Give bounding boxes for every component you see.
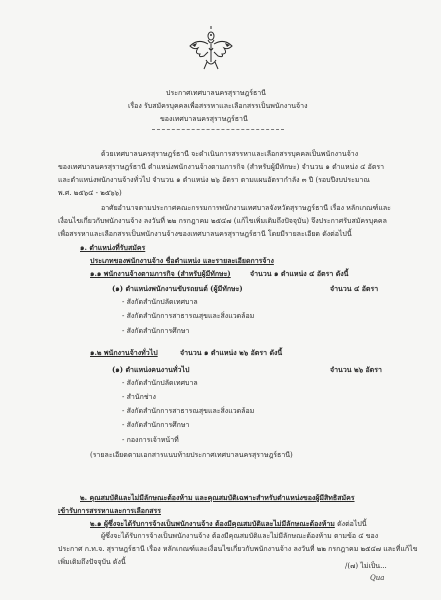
announcement-issuer: ของเทศบาลนครสุราษฎร์ธานี [160,115,248,123]
paragraph-line: อาศัยอำนาจตามประกาศคณะกรรมการพนักงานเทศบาลจังหวัดสุราษฎร์ธานี เรื่อง หลักเกณฑ์และ [101,204,391,212]
header-divider [152,129,284,130]
paragraph-line: ด้วยเทศบาลนครสุราษฎร์ธานี จะดำเนินการสรรหาและเลือกสรรบุคคลเป็นพนักงานจ้าง [101,150,359,158]
paragraph-line: ของเทศบาลนครสุราษฎร์ธานี ตำแหน่งพนักงานจ้างตามภารกิจ (สำหรับผู้มีทักษะ) จำนวน ๑ ตำแหน่ง ๔ อัตรา [58,163,385,171]
garuda-emblem [188,26,234,70]
position2-title: (๑) ตำแหน่งคนงานทั่วไป [112,365,190,374]
announcement-subject: เรื่อง รับสมัครบุคคลเพื่อสรรหาและเลือกสรรเป็นพนักงานจ้าง [128,102,308,110]
group1-title: ๑.๑ พนักงานจ้างตามภารกิจ (สำหรับผู้มีทักษะ) [90,269,231,278]
section2-line: เพิ่มเติมถึงปัจจุบัน ดังนี้ [58,558,126,566]
group1-count: จำนวน ๑ ตำแหน่ง ๔ อัตรา ดังนี้ [250,269,349,278]
unit-item: - สังกัดสำนักการสาธารณสุขและสิ่งแวดล้อม [122,312,255,320]
section2-title-cont: เข้ารับการสรรหาและการเลือกสรร [58,506,161,515]
continue-marker: /(๗) ไม่เป็น... [345,562,387,570]
unit-item: - สังกัดสำนักปลัดเทศบาล [122,379,198,387]
section1-title: ๑. ตำแหน่งที่รับสมัคร [80,243,146,252]
position2-count: จำนวน ๒๖ อัตรา [330,365,382,374]
section1-note: (รายละเอียดตามเอกสารแนบท้ายประกาศเทศบาลนครสุราษฎร์ธานี) [90,451,293,459]
section2-sub-label: ๒.๑ ผู้ซึ่งจะได้รับการจ้างเป็นพนักงานจ้าง ต้องมีคุณสมบัติและไม่มีลักษณะต้องห้าม [90,519,335,528]
section2-title: ๒. คุณสมบัติและไม่มีลักษณะต้องห้าม และคุณสมบัติเฉพาะสำหรับตำแหน่งของผู้มีสิทธิสมัคร [80,493,355,502]
section2-line: ประกาศ ก.ท.จ. สุราษฎร์ธานี เรื่อง หลักเกณฑ์และเงื่อนไขเกี่ยวกับพนักงานจ้าง ลงวันที่ ๒๒ กรกฎาคม ๒๕๔๗ และที่แก้ไข [58,545,418,553]
announcement-title: ประกาศเทศบาลนครสุราษฎร์ธานี [166,89,266,97]
unit-item: - สังกัดสำนักการศึกษา [122,421,190,429]
group2-count: จำนวน ๑ ตำแหน่ง ๒๖ อัตรา ดังนี้ [180,348,283,357]
position1-title: (๑) ตำแหน่งพนักงานขับรถยนต์ (ผู้มีทักษะ) [112,284,243,293]
paragraph-line: พ.ศ. ๒๕๖๔ - ๒๕๖๖) [58,189,122,197]
unit-item: - สังกัดสำนักปลัดเทศบาล [122,298,198,306]
unit-item: - กองการเจ้าหน้าที่ [122,436,179,444]
paragraph-line: เงื่อนไขเกี่ยวกับพนักงานจ้าง ลงวันที่ ๒๒ กรกฎาคม ๒๕๔๗ (แก้ไขเพิ่มเติมถึงปัจจุบัน) จึงประกาศรับสมัครบุคคล [58,217,387,225]
unit-item: - สำนักช่าง [122,393,156,401]
section2-line: ผู้ซึ่งจะได้รับการจ้างเป็นพนักงานจ้าง ต้องมีคุณสมบัติและไม่มีลักษณะต้องห้าม ตามข้อ ๔ ของ [101,532,379,540]
section1-subtitle: ประเภทของพนักงานจ้าง ชื่อตำแหน่ง และรายละเอียดการจ้าง [90,256,274,265]
paragraph-line: และตำแหน่งพนักงานจ้างทั่วไป จำนวน ๑ ตำแหน่ง ๒๖ อัตรา ตามแผนอัตรากำลัง ๓ ปี (รอบปีงบประมาณ [58,176,370,184]
position1-count: จำนวน ๔ อัตรา [330,284,379,293]
unit-item: - สังกัดสำนักการศึกษา [122,327,190,335]
section2-sub [90,519,367,529]
section2-sub-tail: ดังต่อไปนี้ [334,520,367,528]
unit-item: - สังกัดสำนักการสาธารณสุขและสิ่งแวดล้อม [122,407,255,415]
paragraph-line: เพื่อสรรหาและเลือกสรรเป็นพนักงานจ้างของเทศบาลนครสุราษฎร์ธานี โดยมีรายละเอียด ดังต่อไปนี้ [58,230,352,238]
group2-title: ๑.๒ พนักงานจ้างทั่วไป [90,348,158,357]
signature-initials: Qua [370,574,385,582]
